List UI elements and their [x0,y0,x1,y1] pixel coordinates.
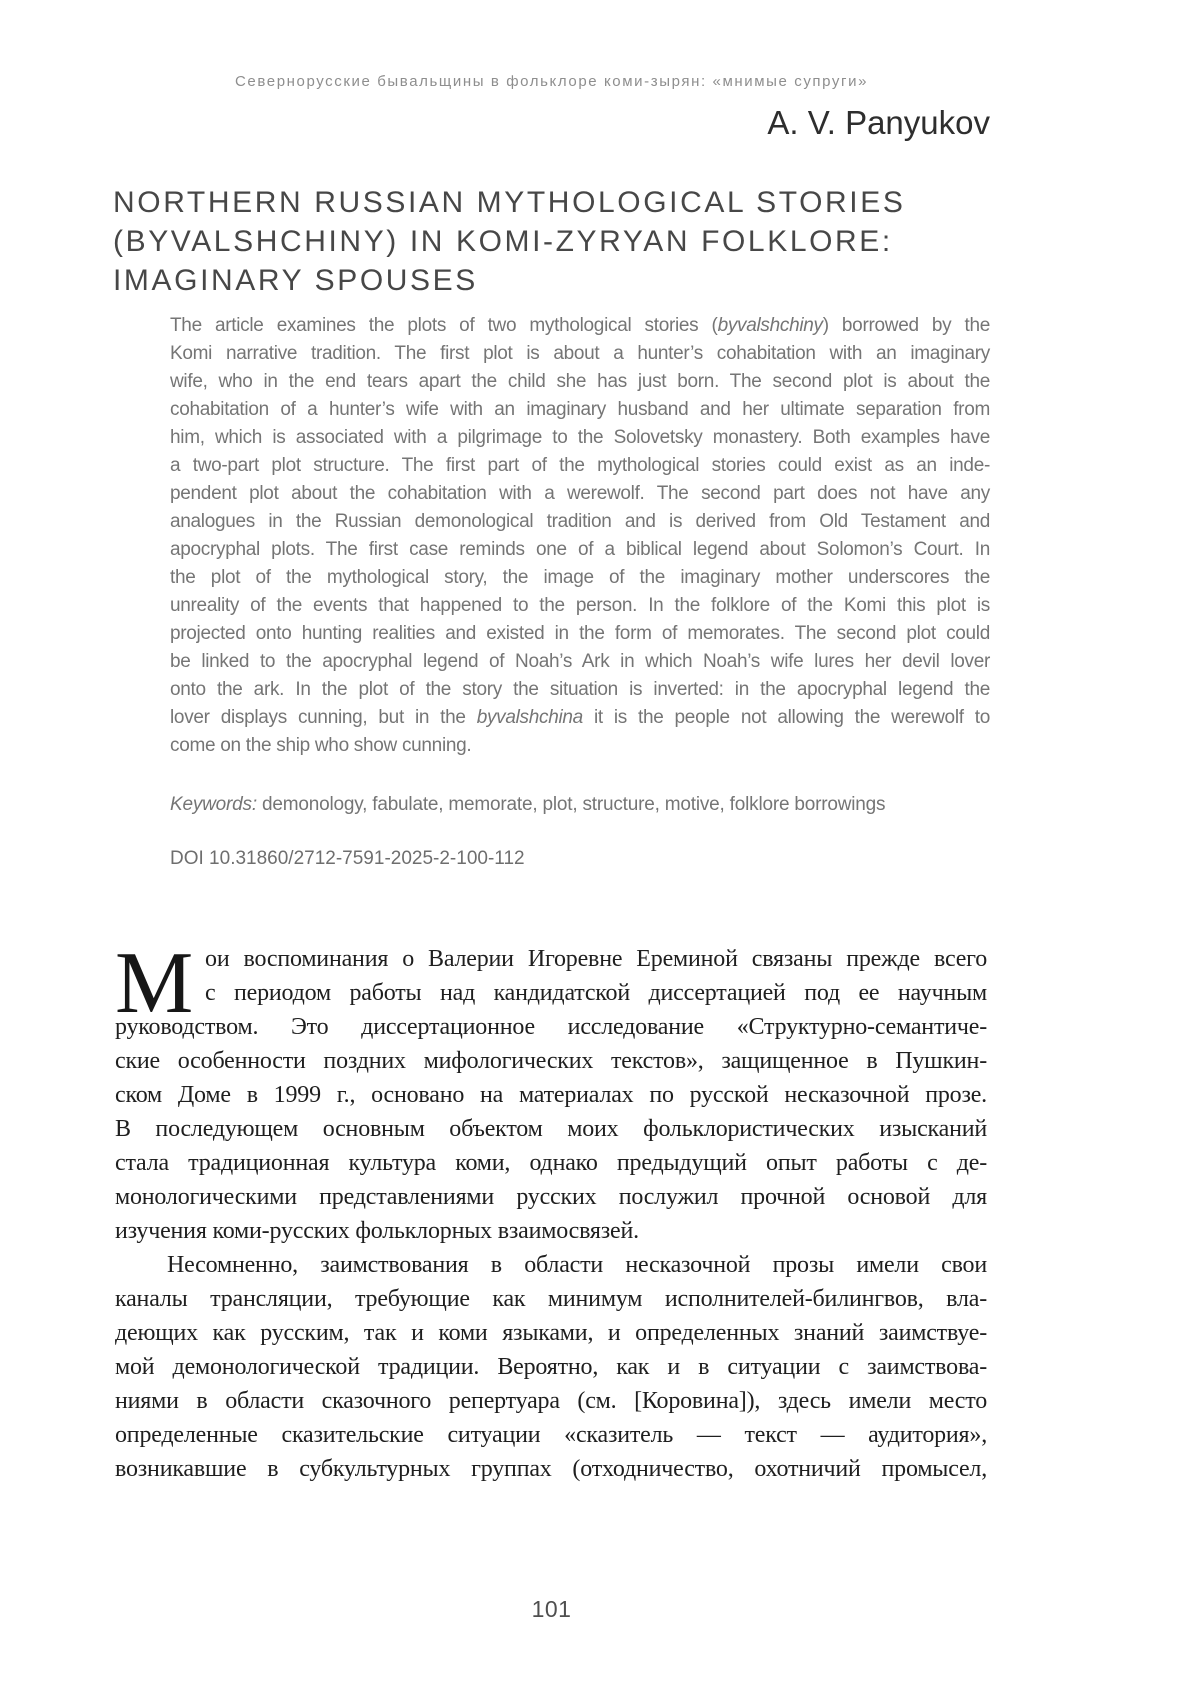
text-line: Keywords: demonology, fabulate, memorate, plot, structure, motive, folklore borrowings [170,794,886,815]
paragraph-1 [115,935,987,1248]
text-line: с периодом работы над кандидатской диссертацией под ее научным [205,980,987,1006]
text-line: Несомненно, заимствования в области несказочной прозы имели свои [167,1252,987,1278]
text-line: определенные сказительские ситуации «сказитель — текст — аудитория», [115,1422,987,1448]
text-line: analogues in the Russian demonological tradition and is derived from Old Testament and [170,511,990,532]
text-line: the plot of the mythological story, the image of the imaginary mother underscores the [170,567,990,588]
text-line: pendent plot about the cohabitation with a werewolf. The second part does not have any [170,483,990,504]
text-line: изучения коми-русских фольклорных взаимосвязей. [115,1218,639,1244]
text-line: ниями в области сказочного репертуара (см. [Коровина]), здесь имели место [115,1388,987,1414]
article-body [115,935,987,1486]
title-line-1: NORTHERN RUSSIAN MYTHOLOGICAL STORIES [113,186,906,219]
text-line: projected onto hunting realities and existed in the form of memorates. The second plot could [170,623,990,644]
doi-line: DOI 10.31860/2712-7591-2025-2-100-112 [170,848,525,869]
title-line-3: IMAGINARY SPOUSES [113,264,478,297]
running-header: Севернорусские бывальщины в фольклоре коми-зырян: «мнимые супруги» [234,73,869,90]
paragraph-2 [115,1248,987,1486]
text-line: apocryphal plots. The first case reminds one of a biblical legend about Solomon’s Court. In [170,539,990,560]
text-line: деющих как русским, так и коми языками, и определенных знаний заимствуе- [115,1320,987,1346]
drop-cap: М [115,935,194,1032]
text-line: cohabitation of a hunter’s wife with an imaginary husband and her ultimate separation from [170,399,990,420]
text-line: мой демонологической традиции. Вероятно, как и в ситуации с заимствова- [115,1354,987,1380]
title-line-2: (BYVALSHCHINY) IN KOMI-ZYRYAN FOLKLORE: [113,225,893,258]
text-line: The article examines the plots of two mythological stories (byvalshchiny) borrowed by the [170,315,990,336]
text-line: a two-part plot structure. The first part of the mythological stories could exist as an inde- [170,455,990,476]
text-line: возникавшие в субкультурных группах (отходничество, охотничий промысел, [115,1456,987,1482]
text-line: Komi narrative tradition. The first plot is about a hunter’s cohabitation with an imaginary [170,343,990,364]
text-line: onto the ark. In the plot of the story the situation is inverted: in the apocryphal legend the [170,679,990,700]
text-line: unreality of the events that happened to the person. In the folklore of the Komi this plot is [170,595,990,616]
text-line: стала традиционная культура коми, однако предыдущий опыт работы с де- [115,1150,987,1176]
text-line: lover displays cunning, but in the byvalshchina it is the people not allowing the werewolf to [170,707,990,728]
text-line: ои воспоминания о Валерии Игоревне Ереминой связаны прежде всего [205,946,987,972]
text-line: ском Доме в 1999 г., основано на материалах по русской несказочной прозе. [115,1082,987,1108]
text-line: him, which is associated with a pilgrimage to the Solovetsky monastery. Both examples have [170,427,990,448]
text-line: каналы трансляции, требующие как минимум исполнителей-билингвов, вла- [115,1286,987,1312]
author-name: A. V. Panyukov [767,104,990,141]
text-line: монологическими представлениями русских послужил прочной основой для [115,1184,987,1210]
text-line: be linked to the apocryphal legend of Noah’s Ark in which Noah’s wife lures her devil lover [170,651,990,672]
text-line: руководством. Это диссертационное исследование «Структурно-семантиче- [115,1014,987,1040]
text-line: wife, who in the end tears apart the child she has just born. The second plot is about the [170,371,990,392]
text-line: В последующем основным объектом моих фольклористических изысканий [115,1116,987,1142]
page-number: 101 [531,1596,572,1622]
text-line: come on the ship who show cunning. [170,735,472,756]
abstract-text [170,312,990,760]
article-title [113,183,1013,300]
keywords-line [170,791,990,819]
text-line: ские особенности поздних мифологических текстов», защищенное в Пушкин- [115,1048,987,1074]
